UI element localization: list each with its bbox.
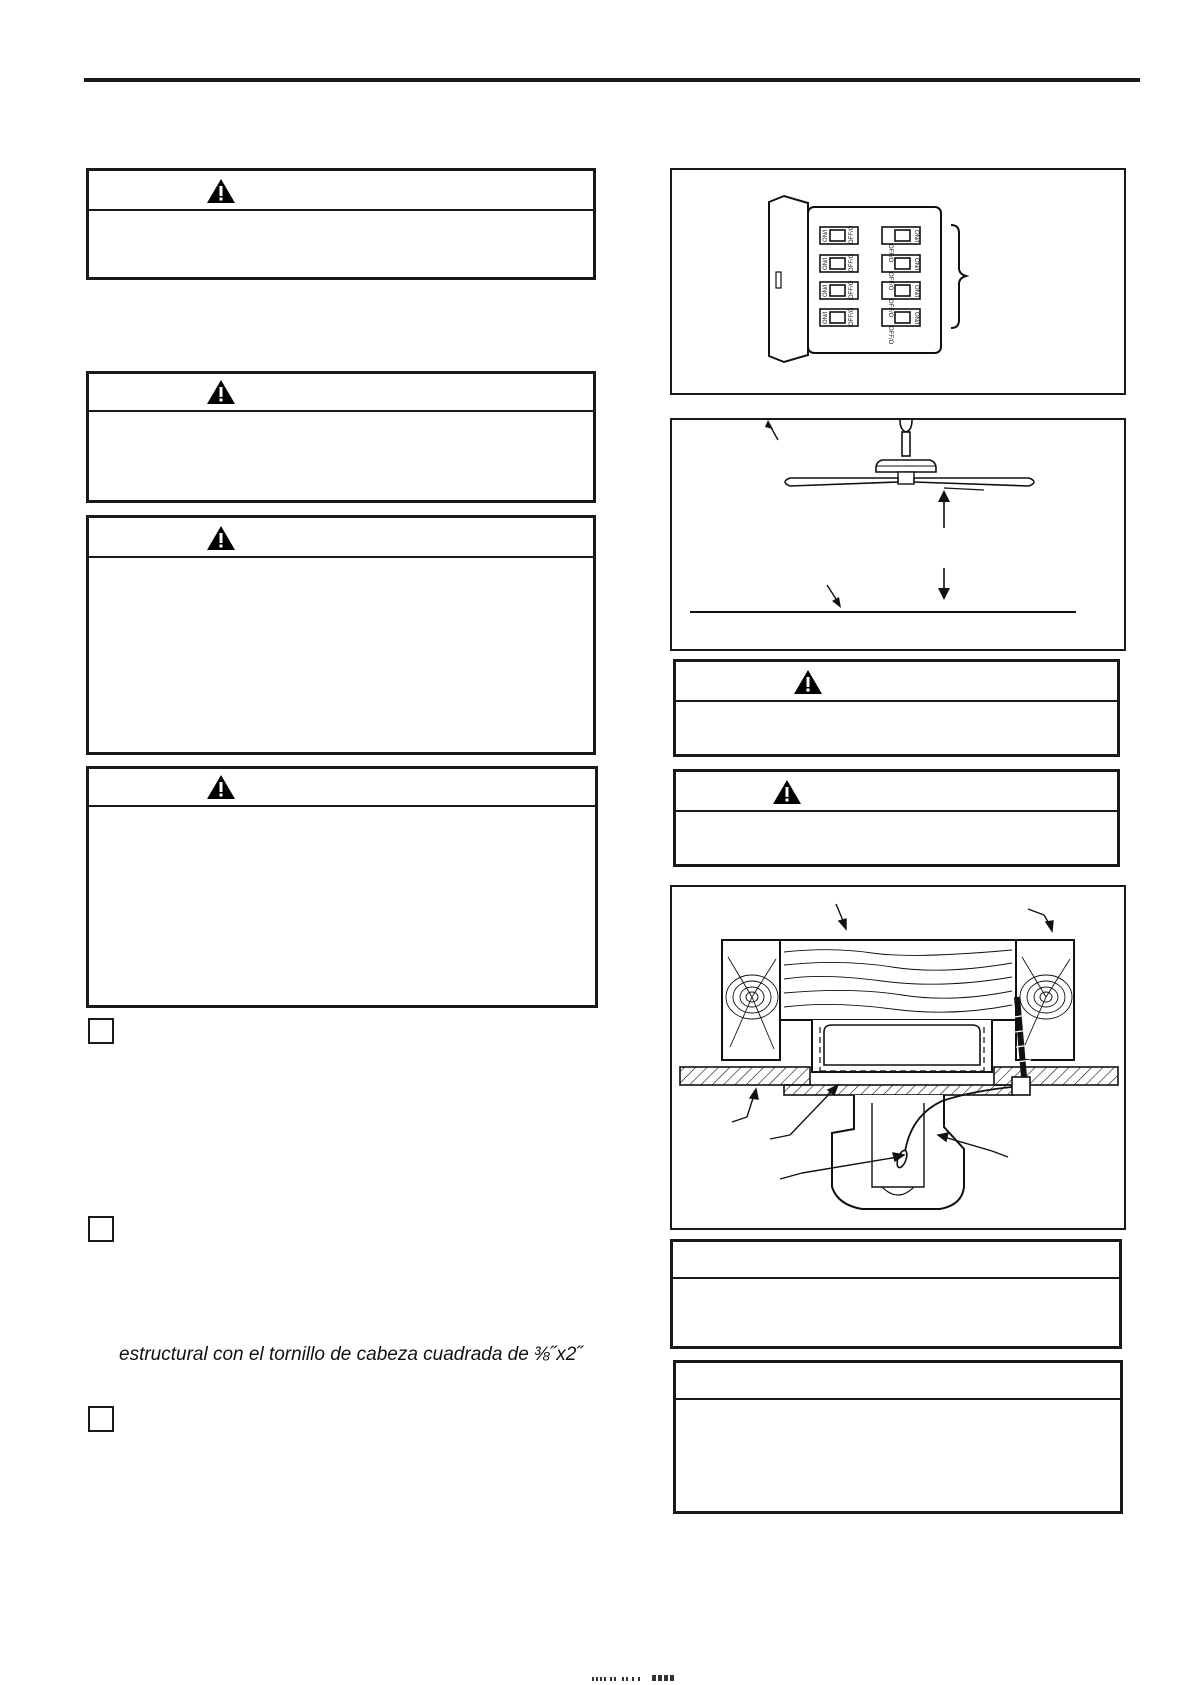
svg-text:ON/I: ON/I (823, 229, 829, 242)
step-checkbox-1[interactable] (88, 1018, 114, 1044)
breaker-panel-figure (670, 168, 1126, 395)
warning-box-right-2 (673, 769, 1120, 867)
warning-triangle-icon (772, 779, 802, 805)
svg-text:OFF/O: OFF/O (849, 225, 855, 244)
warning-triangle-icon (206, 525, 236, 551)
svg-text:ON/I: ON/I (913, 258, 919, 271)
svg-text:OFF/O: OFF/O (887, 272, 893, 291)
mounting-bracket-figure (670, 885, 1126, 1230)
header-rule (84, 78, 1140, 82)
fan-clearance-figure (670, 418, 1126, 651)
warning-triangle-icon (206, 178, 236, 204)
svg-text:OFF/O: OFF/O (849, 280, 855, 299)
svg-text:OFF/O: OFF/O (887, 244, 893, 263)
warning-triangle-icon (206, 774, 236, 800)
warning-triangle-icon (206, 379, 236, 405)
svg-text:ON/I: ON/I (913, 230, 919, 243)
step-two-text: estructural con el tornillo de cabeza cuadrada de ⅜˝x2˝ (119, 1344, 583, 1365)
svg-text:ON/I: ON/I (913, 312, 919, 325)
warning-box-2 (86, 371, 596, 503)
svg-text:OFF/O: OFF/O (887, 299, 893, 318)
warning-box-right-1 (673, 659, 1120, 757)
svg-text:ON/I: ON/I (913, 285, 919, 298)
warning-box-1 (86, 168, 596, 280)
step-checkbox-2[interactable] (88, 1216, 114, 1242)
svg-text:ON/I: ON/I (823, 311, 829, 324)
svg-text:OFF/O: OFF/O (887, 326, 893, 345)
breaker-panel-illustration (672, 170, 1124, 393)
svg-text:ON/I: ON/I (823, 257, 829, 270)
warning-box-4 (86, 766, 598, 1008)
footer-mark (592, 1674, 722, 1684)
warning-triangle-icon (793, 669, 823, 695)
svg-text:ON/I: ON/I (823, 284, 829, 297)
step-checkbox-3[interactable] (88, 1406, 114, 1432)
note-box-right-1 (670, 1239, 1122, 1349)
mounting-bracket-illustration (672, 887, 1124, 1228)
note-box-right-2 (673, 1360, 1123, 1514)
svg-text:OFF/O: OFF/O (849, 307, 855, 326)
warning-box-3 (86, 515, 596, 755)
fan-clearance-illustration (672, 420, 1124, 649)
svg-text:OFF/O: OFF/O (849, 253, 855, 272)
